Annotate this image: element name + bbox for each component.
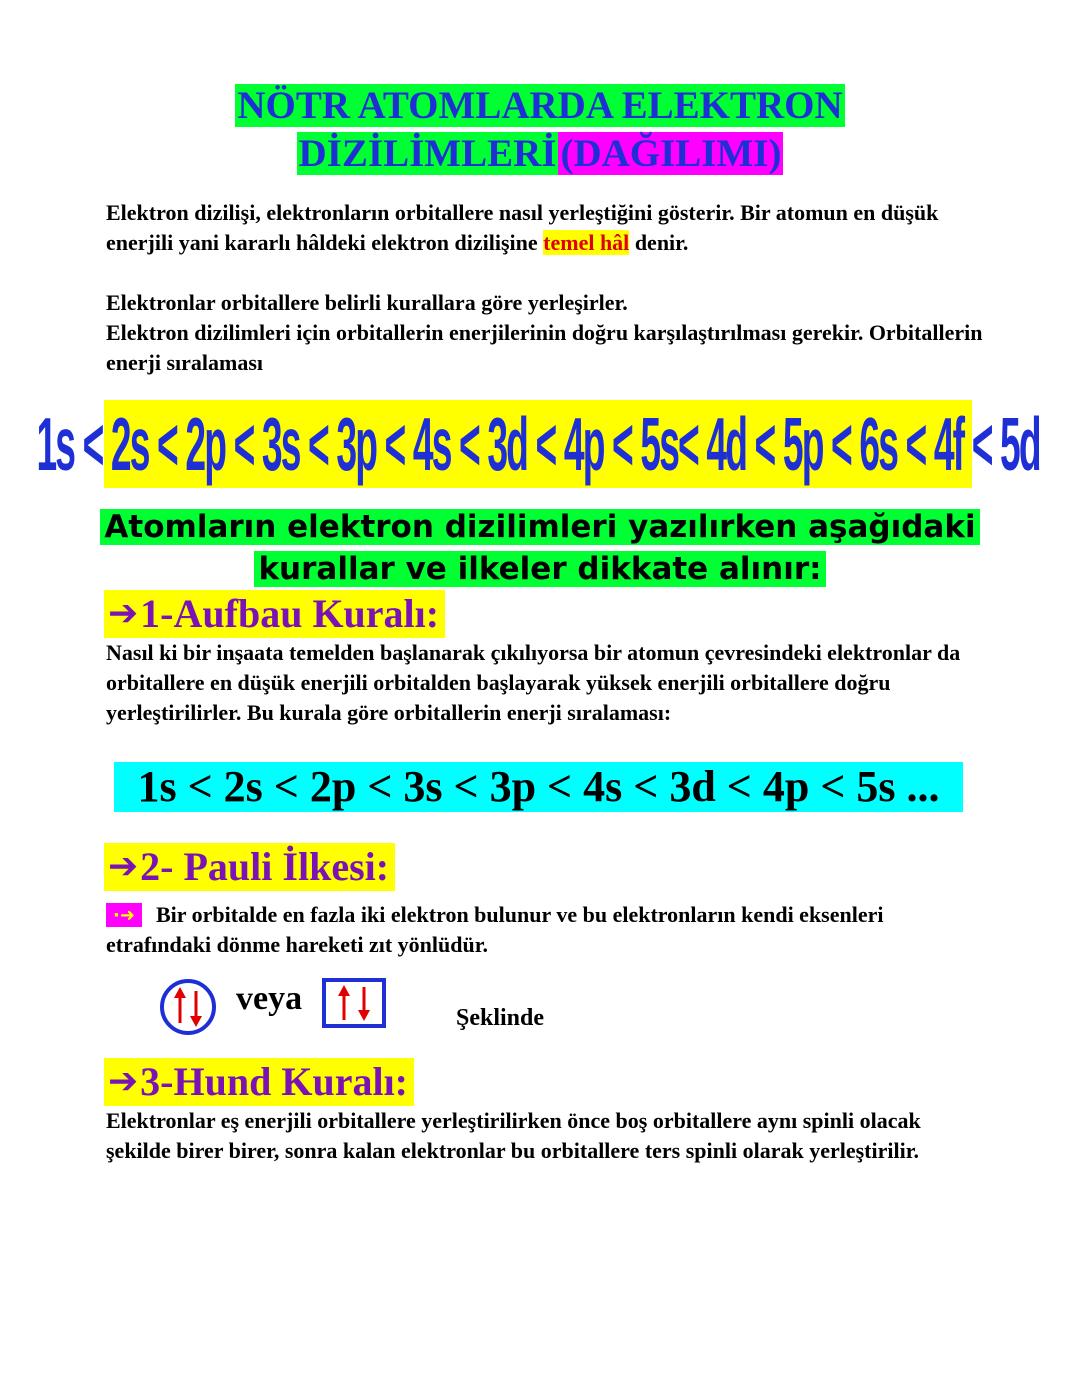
intro-text: Elektron dizilişi, elektronların orbitallere nasıl yerleştiğini gösterir. Bir atomun en düşük enerjili yani kararlı hâldeki elektron dizilişine xyxy=(106,200,939,255)
hund-heading xyxy=(104,1058,414,1106)
title-line1: NÖTR ATOMLARDA ELEKTRON xyxy=(237,84,843,127)
veya-label: veya xyxy=(236,980,303,1017)
title-line2-main: DİZİLİMLERİ xyxy=(298,132,557,175)
pauli-text: Bir orbitalde en fazla iki elektron bulunur ve bu elektronların kendi eksenleri etrafındaki dönme hareketi zıt yönlüdür. xyxy=(106,902,884,957)
pauli-heading xyxy=(104,843,395,891)
hund-heading-text: 3-Hund Kuralı: xyxy=(140,1059,409,1104)
right-arrow-icon: ➔ xyxy=(108,1061,139,1102)
intro-text-end: denir. xyxy=(629,230,689,255)
intro-paragraph-2: Elektronlar orbitallere belirli kurallara göre yerleşirler. xyxy=(106,290,628,315)
title-line2-paren: (DAĞILIMI) xyxy=(560,132,782,175)
right-arrow-icon: ➔ xyxy=(108,593,139,634)
temel-hal-highlight: temel hâl xyxy=(543,230,630,255)
aufbau-sequence: 1s < 2s < 2p < 3s < 3p < 4s < 3d < 4p < 5s ... xyxy=(114,762,963,812)
hund-text: Elektronlar eş enerjili orbitallere yerleştirilirken önce boş orbitallere aynı spinli olacak şekilde birer birer, sonra kalan elektronlar bu orbitallere ters spinli olarak yerleştirilir. xyxy=(106,1108,921,1163)
pauli-heading-text: 2- Pauli İlkesi: xyxy=(140,844,390,889)
dotted-arrow-bullet-icon: ·➜ xyxy=(106,903,142,927)
intro-paragraph-1 xyxy=(106,198,986,258)
intro-paragraph-3: Elektron dizilimleri için orbitallerin enerjilerinin doğru karşılaştırılması gerekir. Orbitallerin enerji sıralaması xyxy=(106,320,983,375)
orbital-box-icon xyxy=(322,978,386,1030)
seklinde-label: Şeklinde xyxy=(456,1005,545,1031)
rules-heading xyxy=(0,506,1080,590)
aufbau-heading xyxy=(104,590,445,638)
energy-order-banner xyxy=(36,400,1040,488)
page-title xyxy=(0,82,1080,178)
right-arrow-icon: ➔ xyxy=(108,846,139,887)
aufbau-heading-text: 1-Aufbau Kuralı: xyxy=(140,591,440,636)
orbital-circle-icon xyxy=(158,978,218,1036)
rules-heading-line1: Atomların elektron dizilimleri yazılırken aşağıdaki xyxy=(100,509,979,545)
energy-order-text: 1s < 2s < 2p < 3s < 3p < 4s < 3d < 4p < 5s< 4d < 5p < 6s < 4f < 5d xyxy=(36,402,1040,486)
aufbau-text: Nasıl ki bir inşaata temelden başlanarak çıkılıyorsa bir atomun çevresindeki elektronlar da orbitallere en düşük enerjili orbitalden başlayarak yüksek enerjili orbitallere doğru yerleştirilirler. Bu kurala göre orbitallerin enerji sıralaması: xyxy=(106,640,961,725)
rules-heading-line2: kurallar ve ilkeler dikkate alınır: xyxy=(254,551,825,587)
